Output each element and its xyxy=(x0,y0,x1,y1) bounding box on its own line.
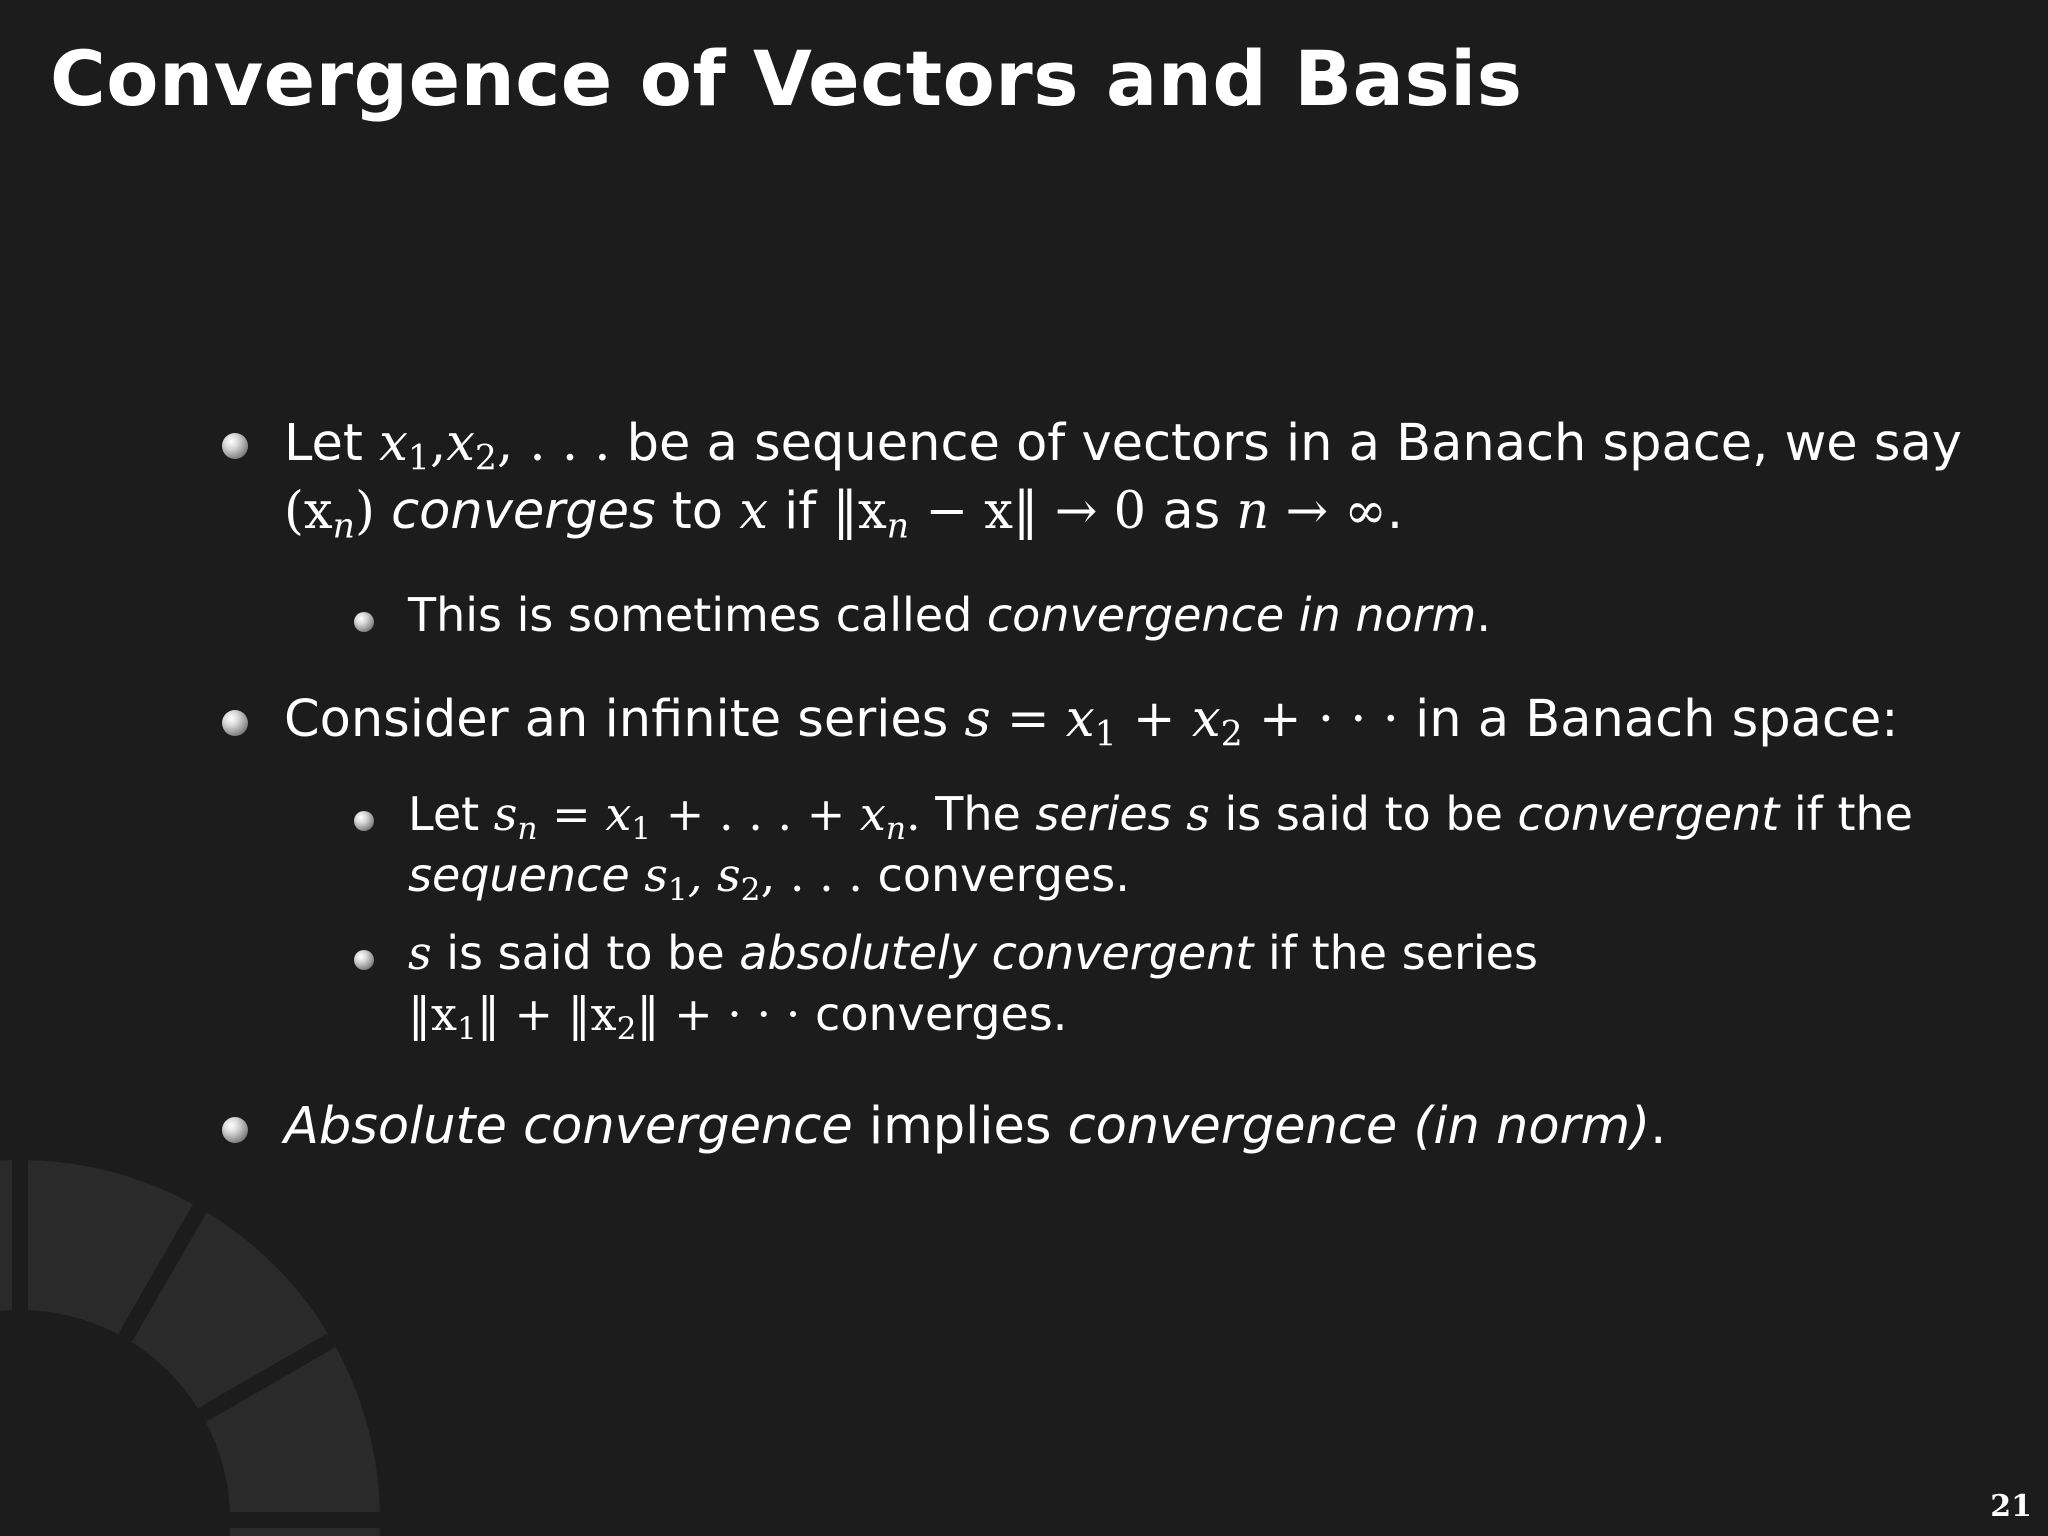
subscript: n xyxy=(885,810,906,847)
emphasis-converges: converges xyxy=(391,481,656,541)
page-title: Convergence of Vectors and Basis xyxy=(50,34,1523,123)
math-x1: x xyxy=(1065,690,1095,749)
text: in a Banach space: xyxy=(1398,690,1899,749)
text: is said to be xyxy=(1209,787,1518,841)
sub-bullet-marker xyxy=(354,811,374,831)
subscript: 1 xyxy=(1094,714,1117,755)
math-norm-rest: − x‖ → 0 xyxy=(909,481,1147,541)
math-plus-dots: + . . . + xyxy=(651,787,860,841)
math-s1: s xyxy=(629,848,668,903)
math-infinity: → ∞ xyxy=(1269,481,1387,541)
text: The xyxy=(935,787,1036,841)
math-x1: x xyxy=(605,787,632,841)
text: . xyxy=(1650,1097,1667,1156)
emphasis-series: series xyxy=(1035,787,1172,841)
text: converges. xyxy=(800,987,1068,1042)
text: if xyxy=(767,481,833,541)
paren: ) xyxy=(355,481,375,541)
sub-bullet-marker xyxy=(354,612,374,632)
text: be a sequence of vectors in a Banach space, we say xyxy=(610,414,1962,473)
subscript: n xyxy=(886,506,910,547)
page-number: 21 xyxy=(1990,1489,2032,1524)
subscript: 1 xyxy=(667,871,688,908)
bullet-convergence-definition xyxy=(284,410,2004,546)
math-x2: x xyxy=(446,414,475,473)
emphasis-convergence-in-norm: convergence (in norm) xyxy=(1067,1097,1651,1156)
subscript: 2 xyxy=(740,871,761,908)
bullet-infinite-series xyxy=(284,686,2004,754)
comma: , xyxy=(429,414,447,473)
math-x2: x xyxy=(1191,690,1221,749)
subscript: 2 xyxy=(616,1010,637,1047)
watermark-seal-icon xyxy=(0,1160,380,1536)
text: Let xyxy=(284,414,363,473)
math-equals: = xyxy=(537,787,606,841)
math-x: x xyxy=(739,481,768,541)
subscript: n xyxy=(517,810,538,847)
math-plus-dots: + · · · xyxy=(1242,690,1399,749)
text: to xyxy=(655,481,740,541)
ellipsis: , . . . xyxy=(496,414,611,473)
emphasis-sequence: sequence xyxy=(408,848,630,903)
text: implies xyxy=(852,1097,1068,1156)
sub-bullet-marker xyxy=(354,950,374,970)
text: converges. xyxy=(862,848,1130,903)
bullet-absolute-implies-convergence xyxy=(284,1093,2004,1161)
subscript: n xyxy=(332,506,356,547)
bullet-marker xyxy=(222,1117,248,1143)
math-s: s xyxy=(1171,787,1210,841)
math-norm-x2: ‖ + ‖x xyxy=(476,987,617,1042)
text: Consider an infinite series xyxy=(284,690,965,749)
math-s: s xyxy=(964,690,991,749)
math-n: n xyxy=(1236,481,1270,541)
ellipsis: , . . . xyxy=(760,848,863,903)
math-plus: + xyxy=(1116,690,1192,749)
text: Let xyxy=(408,787,494,841)
sub-bullet-absolute-convergence xyxy=(408,923,1608,1045)
math-xn: (x xyxy=(284,481,333,541)
bullet-marker xyxy=(222,710,248,736)
subscript: 1 xyxy=(456,1010,477,1047)
sub-bullet-convergence-in-norm xyxy=(408,585,2008,646)
subscript: 2 xyxy=(1220,714,1243,755)
math-plus-dots: ‖ + · · · xyxy=(636,987,801,1042)
emphasis-absolute-convergence: Absolute convergence xyxy=(284,1097,853,1156)
subscript: 1 xyxy=(631,810,652,847)
emphasis-convergent: convergent xyxy=(1517,787,1780,841)
emphasis-convergence-in-norm: convergence in norm xyxy=(986,588,1477,642)
bullet-marker xyxy=(222,433,248,459)
text: as xyxy=(1146,481,1237,541)
math-xn: x xyxy=(859,787,886,841)
text: if the series xyxy=(1253,926,1538,980)
math-equals: = xyxy=(990,690,1066,749)
math-s: s xyxy=(408,926,432,980)
math-s2: , s xyxy=(687,848,741,903)
math-sn: s xyxy=(493,787,518,841)
math-norm: ‖x xyxy=(832,481,887,541)
text: if the xyxy=(1779,787,1913,841)
subscript: 2 xyxy=(474,438,497,479)
text: . xyxy=(1386,481,1404,541)
text: . xyxy=(1476,588,1491,642)
sub-bullet-partial-sums xyxy=(408,784,2008,906)
text: This is sometimes called xyxy=(408,588,987,642)
subscript: 1 xyxy=(407,438,430,479)
text: is said to be xyxy=(431,926,740,980)
math-x1: x xyxy=(379,414,408,473)
math-norm-x1: ‖x xyxy=(408,987,457,1042)
text: . xyxy=(905,787,936,841)
emphasis-absolutely-convergent: absolutely convergent xyxy=(739,926,1254,980)
